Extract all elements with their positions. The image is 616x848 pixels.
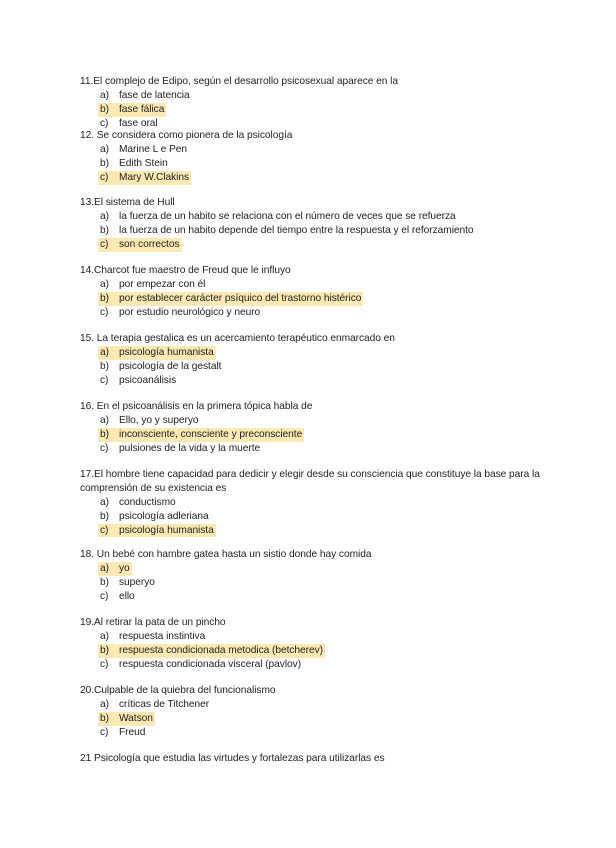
question-20 <box>80 684 540 740</box>
option-text: Edith Stein <box>119 158 168 170</box>
option-letter: b) <box>98 428 115 442</box>
option-b <box>80 360 540 374</box>
option-letter: a) <box>100 211 109 223</box>
option-text: psicología humanista <box>115 524 216 538</box>
option-a-highlighted <box>80 346 540 360</box>
option-text: Marine L e Pen <box>119 144 188 156</box>
option-b <box>80 224 540 238</box>
question-stem: 11.El complejo de Edipo, según el desarrollo psicosexual aparece en la <box>80 76 398 87</box>
option-b-highlighted <box>80 712 540 726</box>
option-letter: c) <box>98 524 115 538</box>
question-stem: 13.El sistema de Hull <box>80 197 175 208</box>
option-letter: b) <box>100 225 109 237</box>
question-19 <box>80 616 540 672</box>
option-b <box>80 157 540 171</box>
option-text: críticas de Titchener <box>119 699 210 711</box>
option-c <box>80 726 540 740</box>
question-stem: 18. Un bebé con hambre gatea hasta un sistio donde hay comida <box>80 549 372 560</box>
option-letter: c) <box>100 443 109 455</box>
option-letter: c) <box>100 118 109 130</box>
option-b <box>80 510 540 524</box>
option-letter: b) <box>98 712 115 726</box>
option-c <box>80 442 540 456</box>
option-letter: a) <box>100 631 109 643</box>
question-11 <box>80 75 540 131</box>
option-text: psicología adleriana <box>119 510 209 522</box>
option-a <box>80 496 540 510</box>
option-text: Ello, yo y superyo <box>119 415 199 427</box>
option-letter: c) <box>98 171 115 185</box>
option-text: psicoanálisis <box>119 375 177 387</box>
question-21 <box>80 752 540 766</box>
option-letter: c) <box>100 307 109 319</box>
option-letter: b) <box>100 577 109 589</box>
option-text: por establecer carácter psíquico del trastorno histérico <box>115 292 363 306</box>
option-letter: c) <box>100 727 109 739</box>
option-text: la fuerza de un habito depende del tiempo entre la respuesta y el reforzamiento <box>119 225 474 237</box>
option-text: psicología de la gestalt <box>119 361 222 373</box>
option-text: respuesta instintiva <box>119 631 206 643</box>
option-c <box>80 658 540 672</box>
question-stem: 15. La terapia gestalica es un acercamiento terapéutico enmarcado en <box>80 333 395 344</box>
question-stem: 20.Culpable de la quiebra del funcionalismo <box>80 685 276 696</box>
option-b-highlighted <box>80 103 540 117</box>
option-text: superyo <box>119 577 155 589</box>
question-stem: 16. En el psicoanálisis en la primera tópica habla de <box>80 401 313 412</box>
option-letter: a) <box>100 415 109 427</box>
option-a <box>80 698 540 712</box>
question-16 <box>80 400 540 456</box>
question-stem: 14.Charcot fue maestro de Freud que le influyo <box>80 265 291 276</box>
option-letter: a) <box>98 346 115 360</box>
option-text: ello <box>119 591 135 603</box>
option-letter: a) <box>98 562 115 576</box>
option-text: yo <box>115 562 132 576</box>
option-b-highlighted <box>80 292 540 306</box>
option-letter: c) <box>98 238 115 252</box>
option-letter: b) <box>98 103 115 117</box>
option-letter: b) <box>98 644 115 658</box>
option-text: pulsiones de la vida y la muerte <box>119 443 261 455</box>
option-letter: b) <box>100 158 109 170</box>
option-c-highlighted <box>80 238 540 252</box>
option-letter: c) <box>100 375 109 387</box>
option-letter: c) <box>100 659 109 671</box>
option-text: por empezar con él <box>119 279 206 291</box>
option-text: conductismo <box>119 496 176 508</box>
option-c-highlighted <box>80 524 540 538</box>
question-12 <box>80 129 540 185</box>
option-text: Watson <box>115 712 155 726</box>
option-a <box>80 630 540 644</box>
option-letter: b) <box>100 361 109 373</box>
option-c <box>80 306 540 320</box>
option-letter: b) <box>98 292 115 306</box>
option-letter: c) <box>100 591 109 603</box>
option-text: fase de latencia <box>119 90 190 102</box>
option-text: son correctos <box>115 238 182 252</box>
question-17 <box>80 468 540 537</box>
option-text: inconsciente, consciente y preconsciente <box>115 428 304 442</box>
option-c <box>80 374 540 388</box>
question-stem: 17.El hombre tiene capacidad para dedicir y elegir desde su consciencia que constituye la base para la comprensión de su existencia es <box>80 469 540 494</box>
option-a <box>80 143 540 157</box>
question-15 <box>80 332 540 388</box>
option-a <box>80 210 540 224</box>
option-text: la fuerza de un habito se relaciona con el número de veces que se refuerza <box>119 211 456 223</box>
question-14 <box>80 264 540 320</box>
question-stem: 12. Se considera como pionera de la psicología <box>80 130 293 141</box>
option-letter: a) <box>100 496 109 508</box>
option-letter: b) <box>100 510 109 522</box>
option-letter: a) <box>100 279 109 291</box>
option-text: respuesta condicionada metodica (betcherev) <box>115 644 325 658</box>
option-a <box>80 278 540 292</box>
option-text: respuesta condicionada visceral (pavlov) <box>119 659 302 671</box>
option-text: por estudio neurológico y neuro <box>119 307 261 319</box>
option-a <box>80 89 540 103</box>
option-b <box>80 576 540 590</box>
question-18 <box>80 548 540 604</box>
question-stem: 21 Psicología que estudia las virtudes y fortalezas para utilizarlas es <box>80 753 385 764</box>
option-b-highlighted <box>80 428 540 442</box>
option-text: fase oral <box>119 118 158 130</box>
option-b-highlighted <box>80 644 540 658</box>
option-letter: a) <box>100 144 109 156</box>
option-text: psicología humanista <box>115 346 216 360</box>
option-text: fase fálica <box>115 103 166 117</box>
question-13 <box>80 196 540 252</box>
option-letter: a) <box>100 699 109 711</box>
option-letter: a) <box>100 90 109 102</box>
option-a <box>80 414 540 428</box>
option-text: Freud <box>119 727 146 739</box>
option-a-highlighted <box>80 562 540 576</box>
option-text: Mary W.Clakins <box>115 171 191 185</box>
option-c <box>80 590 540 604</box>
question-stem: 19.Al retirar la pata de un pincho <box>80 617 226 628</box>
option-c-highlighted <box>80 171 540 185</box>
